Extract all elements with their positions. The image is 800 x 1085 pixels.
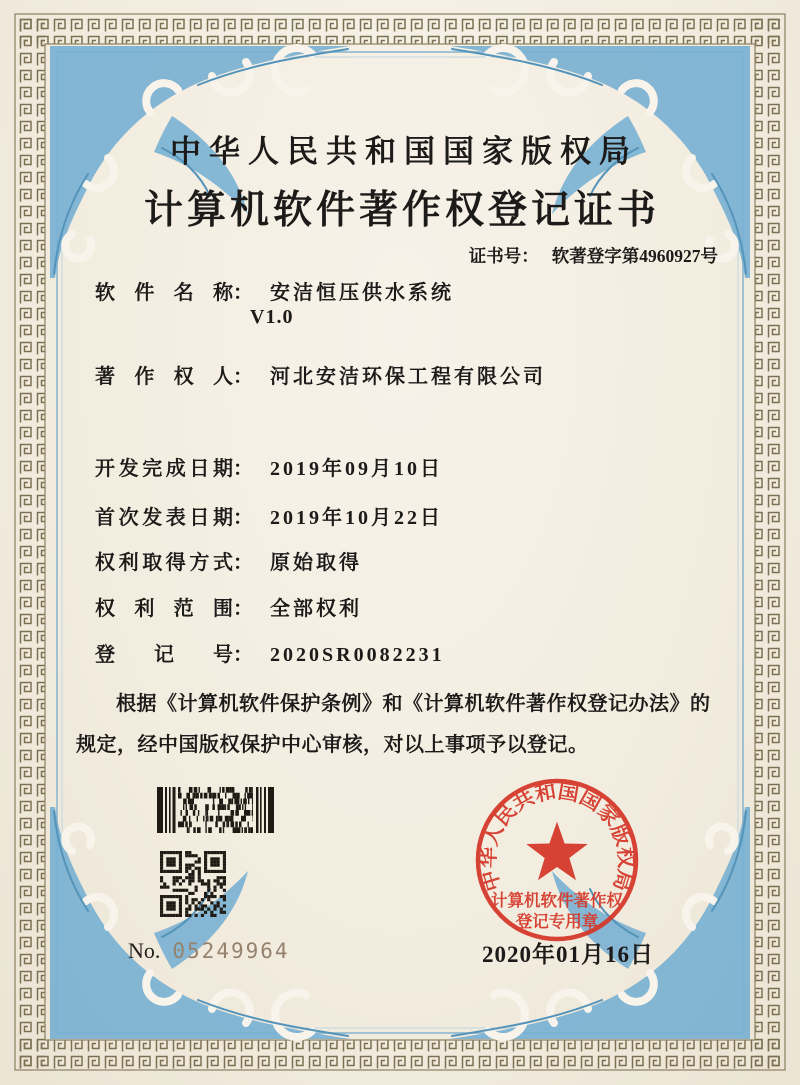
field-label: 软件名称	[95, 282, 233, 304]
field-value: 2020SR0082231	[270, 644, 445, 666]
field-colon: ：	[233, 458, 253, 480]
field-value: 2019年09月10日	[270, 458, 443, 480]
field-row-registration-number	[95, 638, 445, 667]
field-colon: ：	[233, 282, 253, 304]
seal-line2: 登记专用章	[515, 912, 599, 931]
seal-line1: 计算机软件著作权	[491, 891, 623, 910]
field-row-first-publish-date	[95, 501, 443, 530]
field-label: 登记号	[95, 644, 233, 666]
serial-prefix: No.	[128, 938, 161, 963]
seal-star-icon	[526, 822, 588, 881]
seal-ring-text: 中华人民共和国国家版权局	[477, 780, 637, 894]
field-colon: ：	[233, 507, 253, 529]
issuing-authority-title: 中华人民共和国国家版权局	[170, 134, 638, 169]
field-row-software-name	[95, 276, 454, 305]
field-value: 原始取得	[270, 552, 362, 574]
field-row-right-scope	[95, 592, 362, 621]
official-seal	[467, 770, 647, 955]
certificate-number-value: 软著登字第4960927号	[551, 246, 718, 266]
field-row-right-acquisition	[95, 546, 362, 575]
corner-ornament-bottom-left	[50, 807, 350, 1039]
software-version: V1.0	[250, 306, 294, 328]
field-row-dev-complete-date	[95, 452, 443, 481]
field-colon: ：	[233, 552, 253, 574]
serial-number-line	[128, 938, 290, 964]
field-colon: ：	[233, 366, 253, 388]
field-colon: ：	[233, 644, 253, 666]
registration-date: 2020年01月16日	[482, 942, 654, 967]
serial-number: 05249964	[172, 939, 290, 963]
field-label: 权利范围	[95, 598, 233, 620]
qr-code-graphic	[160, 851, 226, 922]
certificate-title: 计算机软件著作权登记证书	[143, 189, 660, 232]
field-label: 权利取得方式	[95, 552, 233, 574]
field-value: 河北安洁环保工程有限公司	[270, 366, 546, 388]
field-colon: ：	[233, 598, 253, 620]
certificate-number-colon: ：	[521, 246, 539, 266]
field-value: 2019年10月22日	[270, 507, 443, 529]
field-row-copyright-owner	[95, 360, 546, 389]
field-label: 首次发表日期	[95, 507, 233, 529]
certificate-number-label: 证书号	[468, 246, 522, 266]
field-value: 全部权利	[270, 598, 362, 620]
certificate-number-line	[469, 243, 718, 268]
field-label: 开发完成日期	[95, 458, 233, 480]
registration-statement: 根据《计算机软件保护条例》和《计算机软件著作权登记办法》的规定，经中国版权保护中心审核，对以上事项予以登记。	[76, 693, 711, 756]
field-value: 安洁恒压供水系统	[270, 282, 454, 304]
field-label: 著作权人	[95, 366, 233, 388]
barcode-graphic	[157, 787, 277, 838]
